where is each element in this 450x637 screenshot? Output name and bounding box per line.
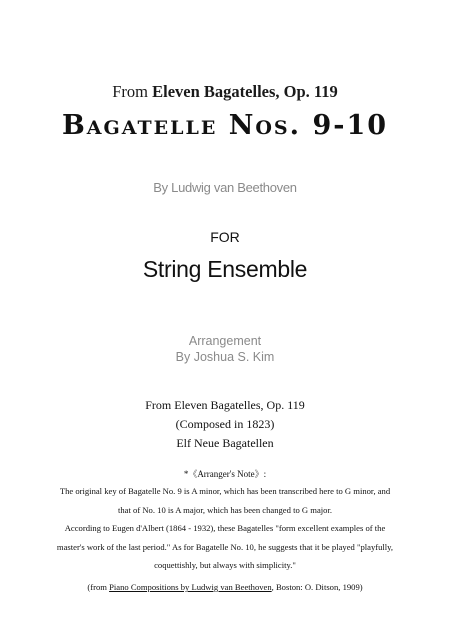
note-citation — [0, 582, 450, 592]
info-source-work: From Eleven Bagatelles, Op. 119 — [145, 398, 305, 412]
arranger-name: By Joshua S. Kim — [175, 350, 275, 364]
info-german-title: Elf Neue Bagatellen — [176, 436, 274, 450]
arrangers-note-heading: *《Arranger's Note》: — [183, 469, 267, 479]
composer-line: By Ludwig van Beethoven — [153, 180, 297, 195]
info-composed-year: (Composed in 1823) — [175, 417, 275, 431]
source-prefix: From — [112, 82, 153, 101]
note-line: master's work of the last period." As for Bagatelle No. 10, he suggests that it be played "playfully, — [56, 542, 394, 552]
note-line: that of No. 10 is A major, which has been changed to G major. — [118, 505, 332, 515]
arrangement-label: Arrangement — [188, 334, 262, 348]
ensemble-name: String Ensemble — [142, 256, 308, 282]
note-line: According to Eugen d'Albert (1864 - 1932), these Bagatelles "form excellent examples of the — [64, 523, 386, 533]
citation-rest: , Boston: O. Ditson, 1909) — [271, 582, 363, 592]
source-line — [0, 82, 450, 102]
source-work: Eleven Bagatelles, Op. 119 — [152, 82, 338, 101]
main-title: Bagatelle Nos. 9-10 — [61, 110, 389, 141]
note-line: coquettishly, but always with simplicity." — [154, 560, 296, 570]
citation-open: (from — [87, 582, 110, 592]
note-line: The original key of Bagatelle No. 9 is A minor, which has been transcribed here to G minor, and — [59, 486, 391, 496]
citation-book-title: Piano Compositions by Ludwig van Beethoven — [109, 582, 272, 592]
for-label: FOR — [210, 229, 240, 245]
